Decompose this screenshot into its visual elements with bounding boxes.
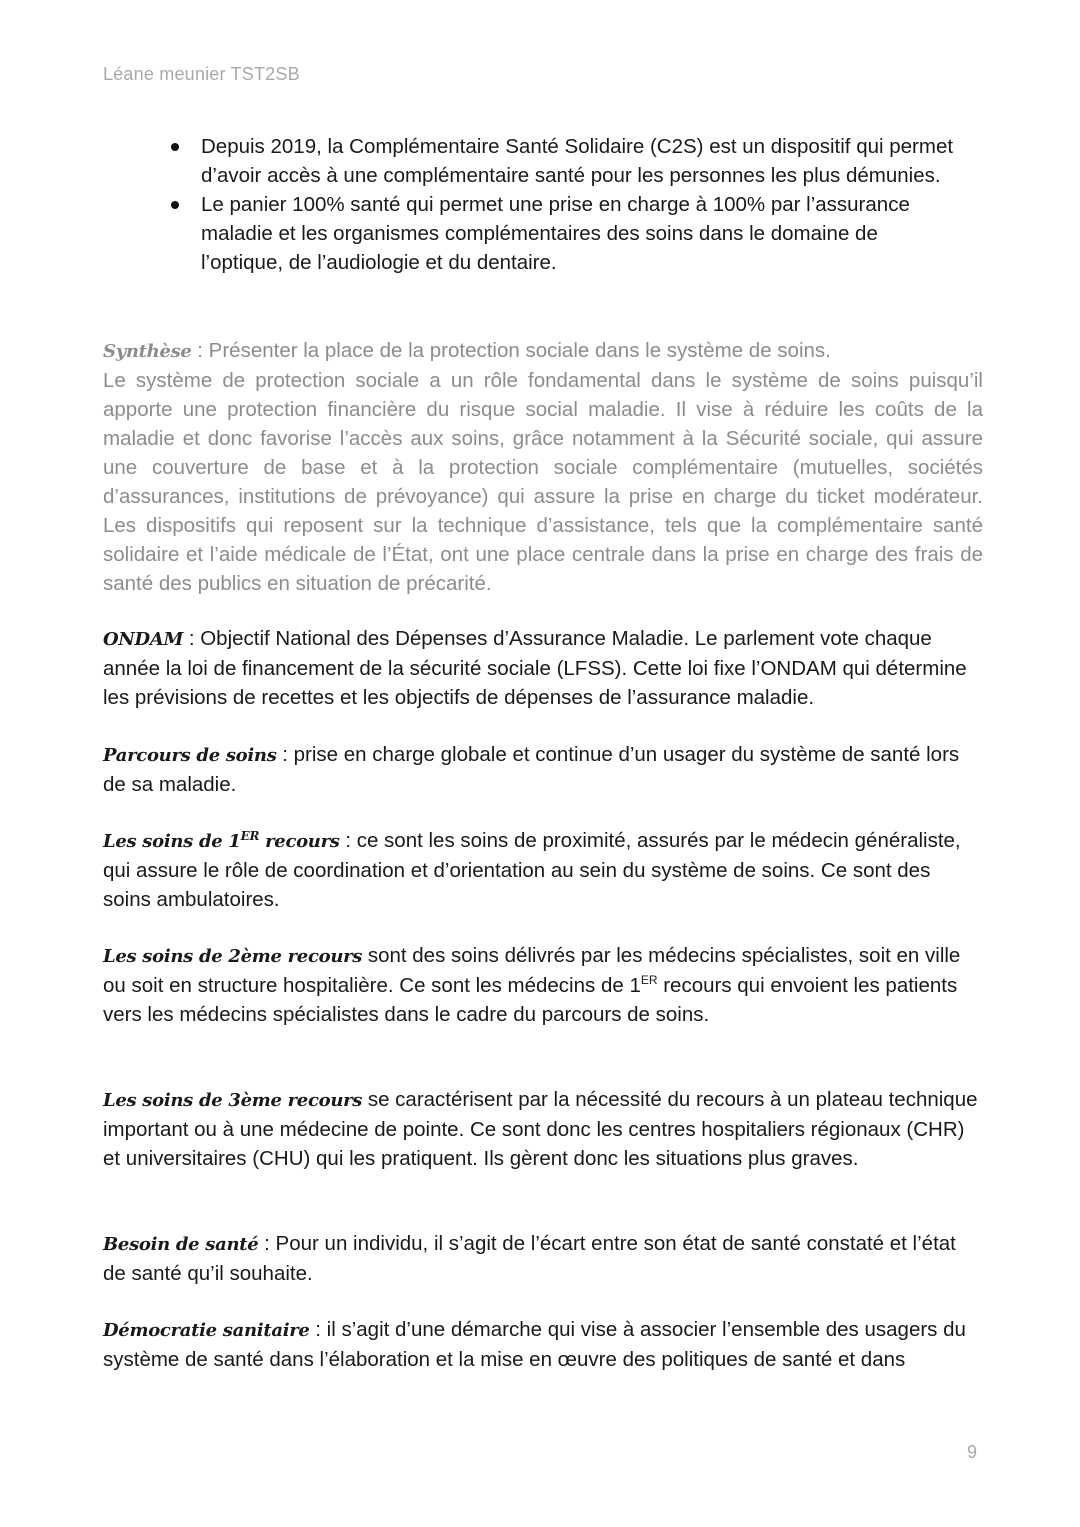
term-part: Les soins de 1 [103, 831, 241, 852]
definition-ondam [103, 624, 983, 712]
definition-besoin [103, 1229, 983, 1288]
definition-term [103, 831, 340, 852]
definition-term: Parcours de soins [103, 745, 277, 766]
synthese-question: : Présenter la place de la protection sociale dans le système de soins. [191, 339, 831, 362]
definition-recours3 [103, 1085, 983, 1173]
definition-text: : Objectif National des Dépenses d’Assurance Maladie. Le parlement vote chaque année la loi de financement de la sécurité sociale (LFSS). Cette loi fixe l’ONDAM qui détermine les prévisions de recettes et les objectifs de dépenses de l’assurance maladie. [103, 627, 967, 709]
bullet-text: Depuis 2019, la Complémentaire Santé Solidaire (C2S) est un dispositif qui permet d’avoir accès à une complémentaire santé pour les personnes les plus démunies. [201, 135, 954, 187]
term-part: recours [259, 831, 340, 852]
definition-text: se caractérisent par la nécessité du recours à un plateau technique important ou à une médecine de pointe. Ce sont donc les centres hospitaliers régionaux (CHR) et universitaires (CHU) qui les pratiquent. Ils gèrent donc les situations plus graves. [103, 1088, 978, 1170]
term-superscript: ER [240, 829, 260, 843]
definition-text: : Pour un individu, il s’agit de l’écart entre son état de santé constaté et l’état de santé qu’il souhaite. [103, 1232, 956, 1285]
text-superscript: ER [640, 973, 658, 988]
synthese-paragraph [103, 336, 983, 598]
bullet-item [165, 132, 955, 190]
bullet-text: Le panier 100% santé qui permet une prise en charge à 100% par l’assurance maladie et les organismes complémentaires des soins dans le domaine de l’optique, de l’audiologie et du dentaire. [201, 193, 910, 274]
definition-text: : il s’agit d’une démarche qui vise à associer l’ensemble des usagers du système de santé dans l’élaboration et la mise en œuvre des politiques de santé et dans [103, 1318, 966, 1371]
definition-democratie [103, 1315, 983, 1374]
definition-text: : prise en charge globale et continue d’un usager du système de santé lors de sa maladie. [103, 743, 960, 796]
definition-text: : ce sont les soins de proximité, assurés par le médecin généraliste, qui assure le rôle de coordination et d’orientation au sein du système de soins. Ce sont des soins ambulatoires. [103, 829, 961, 911]
definition-text: sont des soins délivrés par les médecins spécialistes, soit en ville ou soit en structure hospitalière. Ce sont les médecins de 1 [103, 944, 961, 997]
definition-term: Besoin de santé [103, 1234, 259, 1255]
bullet-item [165, 190, 955, 277]
bullet-dot-icon [171, 201, 179, 209]
page-number: 9 [966, 1442, 977, 1462]
definition-term: Les soins de 3ème recours [103, 1090, 363, 1111]
definition-parcours [103, 740, 983, 799]
bullet-list [165, 132, 955, 277]
definition-recours1 [103, 826, 983, 914]
definition-recours2 [103, 941, 983, 1029]
synthese-body: Le système de protection sociale a un rôle fondamental dans le système de soins puisqu’il apporte une protection financière du risque social maladie. Il vise à réduire les coûts de la maladie et donc favorise l’accès aux soins, grâce notamment à la Sécurité sociale, qui assure une couverture de base et à la protection sociale complémentaire (mutuelles, sociétés d’assurances, institutions de prévoyance) qui assure la prise en charge du ticket modérateur. Les dispositifs qui reposent sur la technique d’assistance, tels que la complémentaire santé solidaire et l’aide médicale de l’État, ont une place centrale dans la prise en charge des frais de santé des publics en situation de précarité. [103, 369, 983, 595]
synthese-term: Synthèse [103, 341, 192, 362]
definition-term: Les soins de 2ème recours [103, 946, 363, 967]
definition-text: recours qui envoient les patients vers les médecins spécialistes dans le cadre du parcours de soins. [103, 974, 958, 1026]
page-header-author: Léane meunier TST2SB [103, 64, 300, 84]
bullet-dot-icon [171, 143, 179, 151]
definition-term: Démocratie sanitaire [103, 1320, 310, 1341]
definition-term: ONDAM [103, 629, 184, 650]
